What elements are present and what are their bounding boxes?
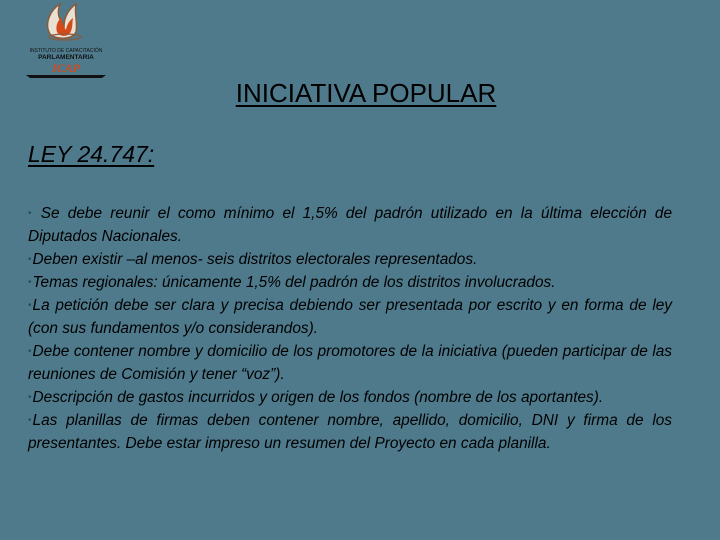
list-item <box>28 271 672 294</box>
list-item <box>28 409 672 455</box>
bullet-icon: • <box>28 392 32 403</box>
bullet-icon: • <box>28 300 32 311</box>
list-item-text: La petición debe ser clara y precisa debiendo ser presentada por escrito y en forma de ley (con sus fundamentos y/o considerandos). <box>28 297 672 337</box>
logo-line-1: INSTITUTO DE CAPACITACIÓN <box>29 48 103 54</box>
list-item <box>28 386 672 409</box>
law-subtitle: LEY 24.747: <box>28 141 155 167</box>
logo-line-3: ICAP <box>51 61 81 75</box>
list-item-text: Se debe reunir el como mínimo el 1,5% del padrón utilizado en la última elección de Diputados Nacionales. <box>28 205 672 245</box>
list-item-text: Temas regionales: únicamente 1,5% del padrón de los distritos involucrados. <box>32 274 556 291</box>
list-item-text: Descripción de gastos incurridos y origen de los fondos (nombre de los aportantes). <box>32 389 604 406</box>
list-item-text: Deben existir –al menos- seis distritos electorales representados. <box>32 251 478 268</box>
bullet-icon: • <box>28 208 32 219</box>
icap-logo <box>20 0 115 80</box>
list-item-text: Las planillas de firmas deben contener nombre, apellido, domicilio, DNI y firma de los presentantes. Debe estar impreso un resumen del Proyecto en cada planilla. <box>28 412 672 452</box>
bullet-icon: • <box>28 346 32 357</box>
logo-line-2: PARLAMENTARIA <box>38 54 94 61</box>
list-item <box>28 294 672 340</box>
list-item <box>28 340 672 386</box>
list-item <box>28 202 672 248</box>
bullet-icon: • <box>28 277 32 288</box>
bullet-icon: • <box>28 254 32 265</box>
requirements-list <box>28 202 672 455</box>
list-item <box>28 248 672 271</box>
list-item-text: Debe contener nombre y domicilio de los promotores de la iniciativa (pueden participar de las reuniones de Comisión y tener “voz”). <box>28 343 672 383</box>
bullet-icon: • <box>28 415 32 426</box>
page-title: INICIATIVA POPULAR <box>235 78 497 108</box>
